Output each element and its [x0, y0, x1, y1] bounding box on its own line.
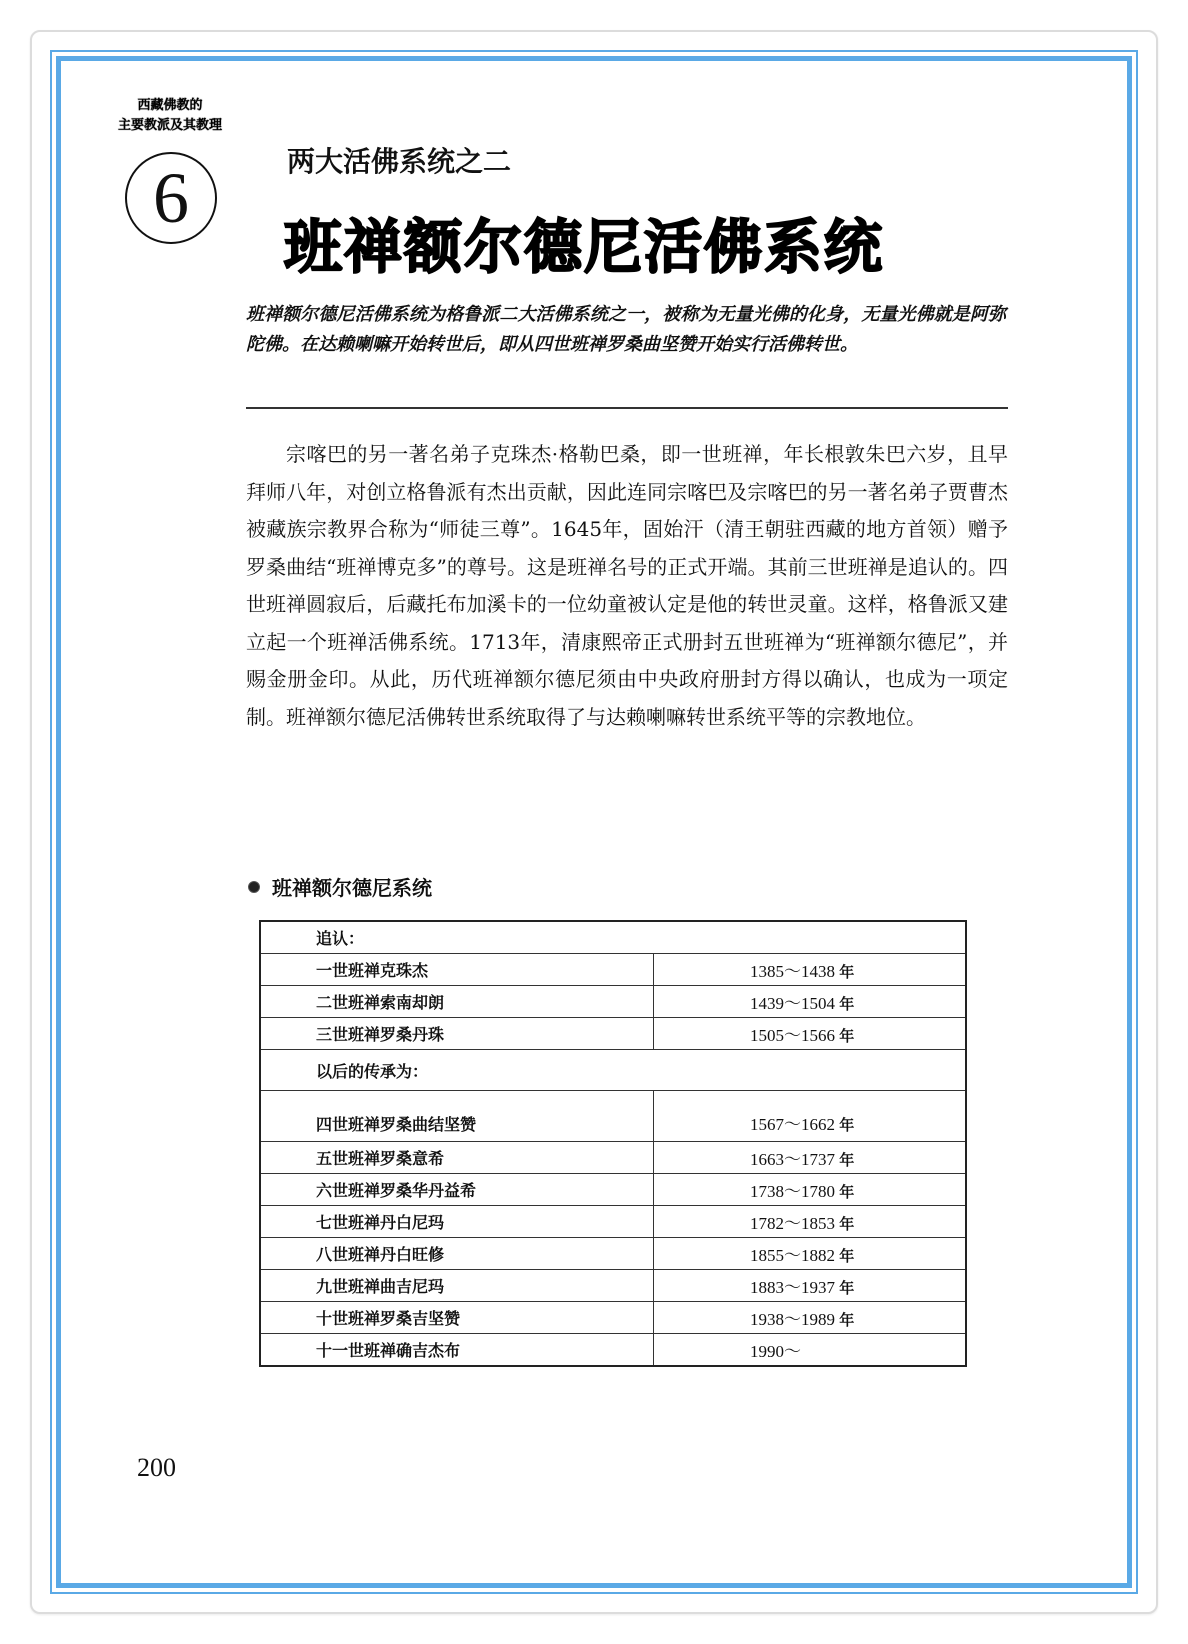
years-range: 1782～1853 [750, 1214, 835, 1233]
bullet-circle-icon [248, 881, 260, 893]
years-range: 1990～ [750, 1342, 801, 1361]
table-group-row [260, 1050, 966, 1091]
panchen-name-cell: 二世班禅索南却朗 [260, 986, 654, 1018]
panchen-name-cell: 八世班禅丹白旺修 [260, 1238, 654, 1270]
years-range: 1385～1438 [750, 962, 835, 981]
table-row [260, 1091, 966, 1142]
years-range: 1738～1780 [750, 1182, 835, 1201]
years-cell [654, 954, 967, 986]
years-cell [654, 1018, 967, 1050]
years-range: 1567～1662 [750, 1115, 835, 1134]
years-cell [654, 1302, 967, 1334]
table-row [260, 1206, 966, 1238]
years-range: 1505～1566 [750, 1026, 835, 1045]
table-group-row [260, 921, 966, 954]
table-row [260, 1334, 966, 1367]
years-cell [654, 1206, 967, 1238]
years-unit: 年 [839, 963, 855, 981]
chapter-kicker: 两大活佛系统之二 [287, 145, 512, 178]
years-unit: 年 [839, 1247, 855, 1265]
panchen-name-cell: 十一世班禅确吉杰布 [260, 1334, 654, 1367]
page-title: 班禅额尔德尼活佛系统 [284, 213, 885, 281]
years-range: 1883～1937 [750, 1278, 835, 1297]
table-row [260, 1142, 966, 1174]
panchen-name-cell: 十世班禅罗桑吉坚赞 [260, 1302, 654, 1334]
body-paragraph: 宗喀巴的另一著名弟子克珠杰·格勒巴桑，即一世班禅，年长根敦朱巴六岁，且早拜师八年，对创立格鲁派有杰出贡献，因此连同宗喀巴及宗喀巴的另一著名弟子贾曹杰被藏族宗教界合称为“师徒三尊”。1645年，固始汗（清王朝驻西藏的地方首领）赠予罗桑曲结“班禅博克多”的尊号。这是班禅名号的正式开端。其前三世班禅是追认的。四世班禅圆寂后，后藏托布加溪卡的一位幼童被认定是他的转世灵童。这样，格鲁派又建立起一个班禅活佛系统。1713年，清康熙帝正式册封五世班禅为“班禅额尔德尼”，并赐金册金印。从此，历代班禅额尔德尼须由中央政府册封方得以确认，也成为一项定制。班禅额尔德尼活佛转世系统取得了与达赖喇嘛转世系统平等的宗教地位。 [246, 442, 1008, 729]
years-unit: 年 [839, 1116, 855, 1134]
panchen-lineage-table [259, 920, 967, 1367]
series-label-line1: 西藏佛教的 [137, 98, 203, 113]
panchen-name-cell: 七世班禅丹白尼玛 [260, 1206, 654, 1238]
table-row [260, 1270, 966, 1302]
years-cell [654, 1091, 967, 1142]
years-cell [654, 1270, 967, 1302]
years-range: 1439～1504 [750, 994, 835, 1013]
years-unit: 年 [839, 1311, 855, 1329]
divider-rule [246, 407, 1008, 409]
years-unit: 年 [839, 995, 855, 1013]
page-number: 200 [137, 1453, 176, 1482]
years-cell [654, 1142, 967, 1174]
table-row [260, 1302, 966, 1334]
chapter-number: 6 [153, 158, 189, 238]
table-row [260, 954, 966, 986]
group-label-succession: 以后的传承为： [260, 1050, 966, 1091]
panchen-name-cell: 五世班禅罗桑意希 [260, 1142, 654, 1174]
years-unit: 年 [839, 1279, 855, 1297]
years-unit: 年 [839, 1183, 855, 1201]
panchen-name-cell: 九世班禅曲吉尼玛 [260, 1270, 654, 1302]
years-cell [654, 1174, 967, 1206]
years-cell [654, 986, 967, 1018]
section-heading-text: 班禅额尔德尼系统 [272, 876, 432, 900]
group-label-posthumous: 追认： [260, 921, 966, 954]
years-range: 1663～1737 [750, 1150, 835, 1169]
panchen-name-cell: 三世班禅罗桑丹珠 [260, 1018, 654, 1050]
panchen-name-cell: 一世班禅克珠杰 [260, 954, 654, 986]
years-cell [654, 1238, 967, 1270]
years-unit: 年 [839, 1151, 855, 1169]
years-range: 1855～1882 [750, 1246, 835, 1265]
table-row [260, 1174, 966, 1206]
years-unit: 年 [839, 1027, 855, 1045]
series-label [100, 96, 240, 136]
abstract-paragraph: 班禅额尔德尼活佛系统为格鲁派二大活佛系统之一，被称为无量光佛的化身，无量光佛就是阿弥陀佛。在达赖喇嘛开始转世后，即从四世班禅罗桑曲坚赞开始实行活佛转世。 [246, 304, 1006, 355]
years-unit: 年 [839, 1215, 855, 1233]
panchen-name-cell: 六世班禅罗桑华丹益希 [260, 1174, 654, 1206]
panchen-name-cell: 四世班禅罗桑曲结坚赞 [260, 1091, 654, 1142]
table-row [260, 1018, 966, 1050]
years-range: 1938～1989 [750, 1310, 835, 1329]
years-cell [654, 1334, 967, 1367]
chapter-number-badge [125, 152, 217, 244]
table-row [260, 986, 966, 1018]
section-heading [248, 872, 432, 901]
series-label-line2: 主要教派及其教理 [117, 118, 222, 133]
table-row [260, 1238, 966, 1270]
